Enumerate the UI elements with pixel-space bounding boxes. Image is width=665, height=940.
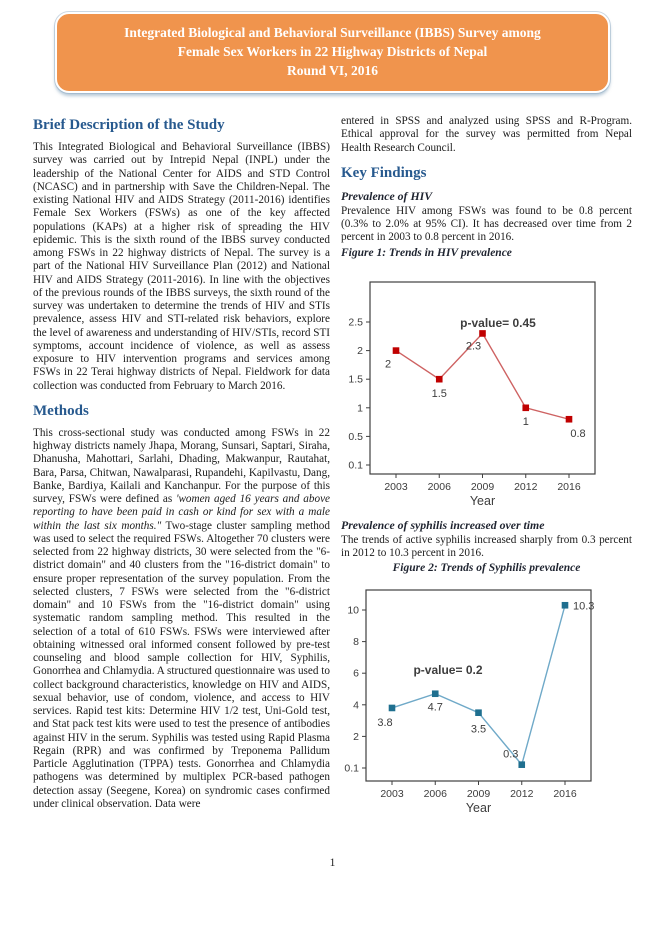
svg-text:2012: 2012 — [514, 480, 538, 493]
svg-text:Year: Year — [469, 493, 496, 507]
left-column — [33, 115, 330, 821]
svg-text:2006: 2006 — [423, 788, 447, 800]
svg-text:0.8: 0.8 — [570, 427, 586, 440]
methods-text-1: This cross-sectional study was conducted among FSWs in 22 highway districts namely Jhapa, Morang, Sunsari, Saptari, Siraha, Dhanusha, Mahottari, Sarlahi, Dhading, Makwanpur, Rautahat, Bara, Parsa, Chitwan, Nawalparasi, Rupandehi, Kapilvastu, Dang, Banke, Bardiya, Kailali and Kanchanpur. For the purpose of this survey, FSWs were defined as — [33, 426, 330, 505]
title-banner — [55, 12, 610, 93]
figure1-chart — [343, 269, 632, 512]
svg-text:p-value= 0.2: p-value= 0.2 — [413, 663, 483, 677]
syphilis-prevalence-paragraph: The trends of active syphilis increased sharply from 0.3 percent in 2012 to 10.3 percent in 2016. — [341, 533, 632, 559]
svg-text:4.7: 4.7 — [427, 701, 443, 714]
banner-title-line3: Round VI, 2016 — [287, 63, 378, 78]
svg-text:2009: 2009 — [466, 788, 491, 800]
banner-title-line1: Integrated Biological and Behavioral Surveillance (IBBS) Survey among — [124, 25, 541, 40]
subheading-prevalence-of-syphilis: Prevalence of syphilis increased over time — [341, 517, 545, 532]
figure1-caption: Figure 1: Trends in HIV prevalence — [341, 246, 512, 259]
svg-text:2: 2 — [353, 730, 359, 743]
methods-text-2: Two-stage cluster sampling method was used to select the required FSWs. Altogether 70 clusters were selected from 22 highway districts, 30 were selected from the "6-district domain" and 40 clusters from the "16-district domain" to ensure proper representation of the survey population. From the selected clusters, 7 FSWs were selected from the "6-district domain" and 10 FSWs from the "16-district domain" using systematic random sampling method. This resulted in the selection of a total of 610 FSWs. FSWs were interviewed after obtaining witnessed oral informed consent followed by pre-test counseling and blood sample collection for HIV, Syphilis, Gonorrhea and Chlamydia. A structured questionnaire was used to collect background characteristics, knowledge on HIV and AIDS, sexual behavior, use of condom, violence, and access to HIV services. Rapid test kits: Determine HIV 1/2 test, Uni-Gold test, and Stat pack test kits were used to test the presence of antibodies against HIV in the serum. Syphilis was tested using Rapid Plasma Regain (RPR) and was confirmed by Treponema Pallidum Particle Agglutination (TPPA) tests. Gonorrhea and Chlamydia pathogens was determined by multiplex PCR-based pathogen detection assay (Seegene, Korea) on syndromic cases confirmed under clinical observation. Data were — [33, 519, 330, 810]
syphilis-trend-line-chart — [343, 584, 633, 816]
banner-title-line2: Female Sex Workers in 22 Highway Districts of Nepal — [177, 44, 488, 59]
svg-text:2006: 2006 — [427, 480, 451, 493]
methods-continuation-paragraph: entered in SPSS and analyzed using SPSS and R-Program. Ethical approval for the survey was permitted from Nepal Health Research Council. — [341, 115, 632, 154]
figure2-chart — [343, 584, 632, 821]
svg-text:1.5: 1.5 — [431, 387, 447, 400]
brief-description-paragraph: This Integrated Biological and Behavioral Surveillance (IBBS) survey was carried out by Intrepid Nepal (INPL) under the leadership of the National Center for AIDS and STD Control (NCASC) and in partnership with Save the Children-Nepal. The existing National HIV and AIDS Strategy (2011-2016) identifies Female Sex Workers (FSWs) as one of the key affected populations (KAPs) at a higher risk of spreading the HIV epidemic. This is the sixth round of the IBBS survey conducted among FSWs in 22 highway districts of Nepal. The survey is a part of the National HIV Surveillance Plan (2012) and National HIV and AIDS Strategy (2011-2016). In line with the objectives of the previous rounds of the IBBS surveys, the sixth round of the survey was undertaken to determine the trends of HIV and STIs prevalence, assess HIV and STI-related risk behaviors, explore the level of awareness and understanding of HIV/STIs, record STI symptoms, account incidence of violence, as well as assess exposure to HIV intervention programs and services among FSWs in 22 Terai highway districts of Nepal. Fieldwork for data collection was conducted from February to March 2016. — [33, 141, 330, 392]
section-heading-brief-description: Brief Description of the Study — [33, 117, 225, 133]
svg-text:0.1: 0.1 — [348, 459, 363, 471]
svg-text:3.8: 3.8 — [377, 716, 393, 729]
svg-text:2.3: 2.3 — [465, 339, 482, 352]
section-heading-key-findings: Key Findings — [341, 164, 427, 181]
svg-text:3.5: 3.5 — [470, 723, 487, 736]
section-heading-methods: Methods — [33, 402, 89, 419]
svg-text:Year: Year — [465, 801, 492, 815]
hiv-prevalence-paragraph: Prevalence HIV among FSWs was found to be 0.8 percent (0.3% to 2.0% at 95% CI). It has decreased over time from 2 percent in 2003 to 0.8 percent in 2016. — [341, 204, 632, 244]
svg-text:1.5: 1.5 — [348, 373, 363, 386]
svg-text:10: 10 — [347, 604, 359, 617]
svg-text:2003: 2003 — [384, 480, 408, 493]
svg-text:2009: 2009 — [470, 480, 495, 493]
svg-text:2: 2 — [357, 344, 363, 357]
svg-text:2012: 2012 — [510, 788, 534, 800]
subheading-prevalence-of-hiv: Prevalence of HIV — [341, 188, 433, 203]
methods-definition-italic: 'women aged 16 years and above reporting to have been paid in cash or kind for sex with a male within the last six months." — [33, 493, 331, 532]
svg-text:2016: 2016 — [553, 788, 577, 800]
svg-text:0.5: 0.5 — [348, 430, 363, 443]
svg-text:0.3: 0.3 — [503, 748, 519, 761]
svg-text:1: 1 — [522, 415, 529, 428]
right-column — [341, 115, 632, 821]
svg-text:p-value= 0.45: p-value= 0.45 — [460, 315, 536, 330]
methods-paragraph — [33, 427, 330, 811]
svg-text:1: 1 — [357, 401, 363, 414]
two-column-body — [0, 93, 665, 821]
svg-text:8: 8 — [353, 636, 359, 649]
svg-text:2003: 2003 — [380, 788, 404, 800]
page-number: 1 — [329, 857, 336, 869]
svg-text:2: 2 — [384, 358, 392, 371]
hiv-trend-line-chart — [343, 269, 633, 507]
svg-text:10.3: 10.3 — [573, 600, 595, 613]
svg-text:2016: 2016 — [557, 480, 581, 493]
svg-text:4: 4 — [353, 699, 359, 712]
svg-text:6: 6 — [353, 667, 359, 680]
svg-text:0.1: 0.1 — [344, 762, 359, 775]
figure2-caption: Figure 2: Trends of Syphilis prevalence — [392, 562, 581, 574]
svg-text:2.5: 2.5 — [348, 316, 363, 328]
